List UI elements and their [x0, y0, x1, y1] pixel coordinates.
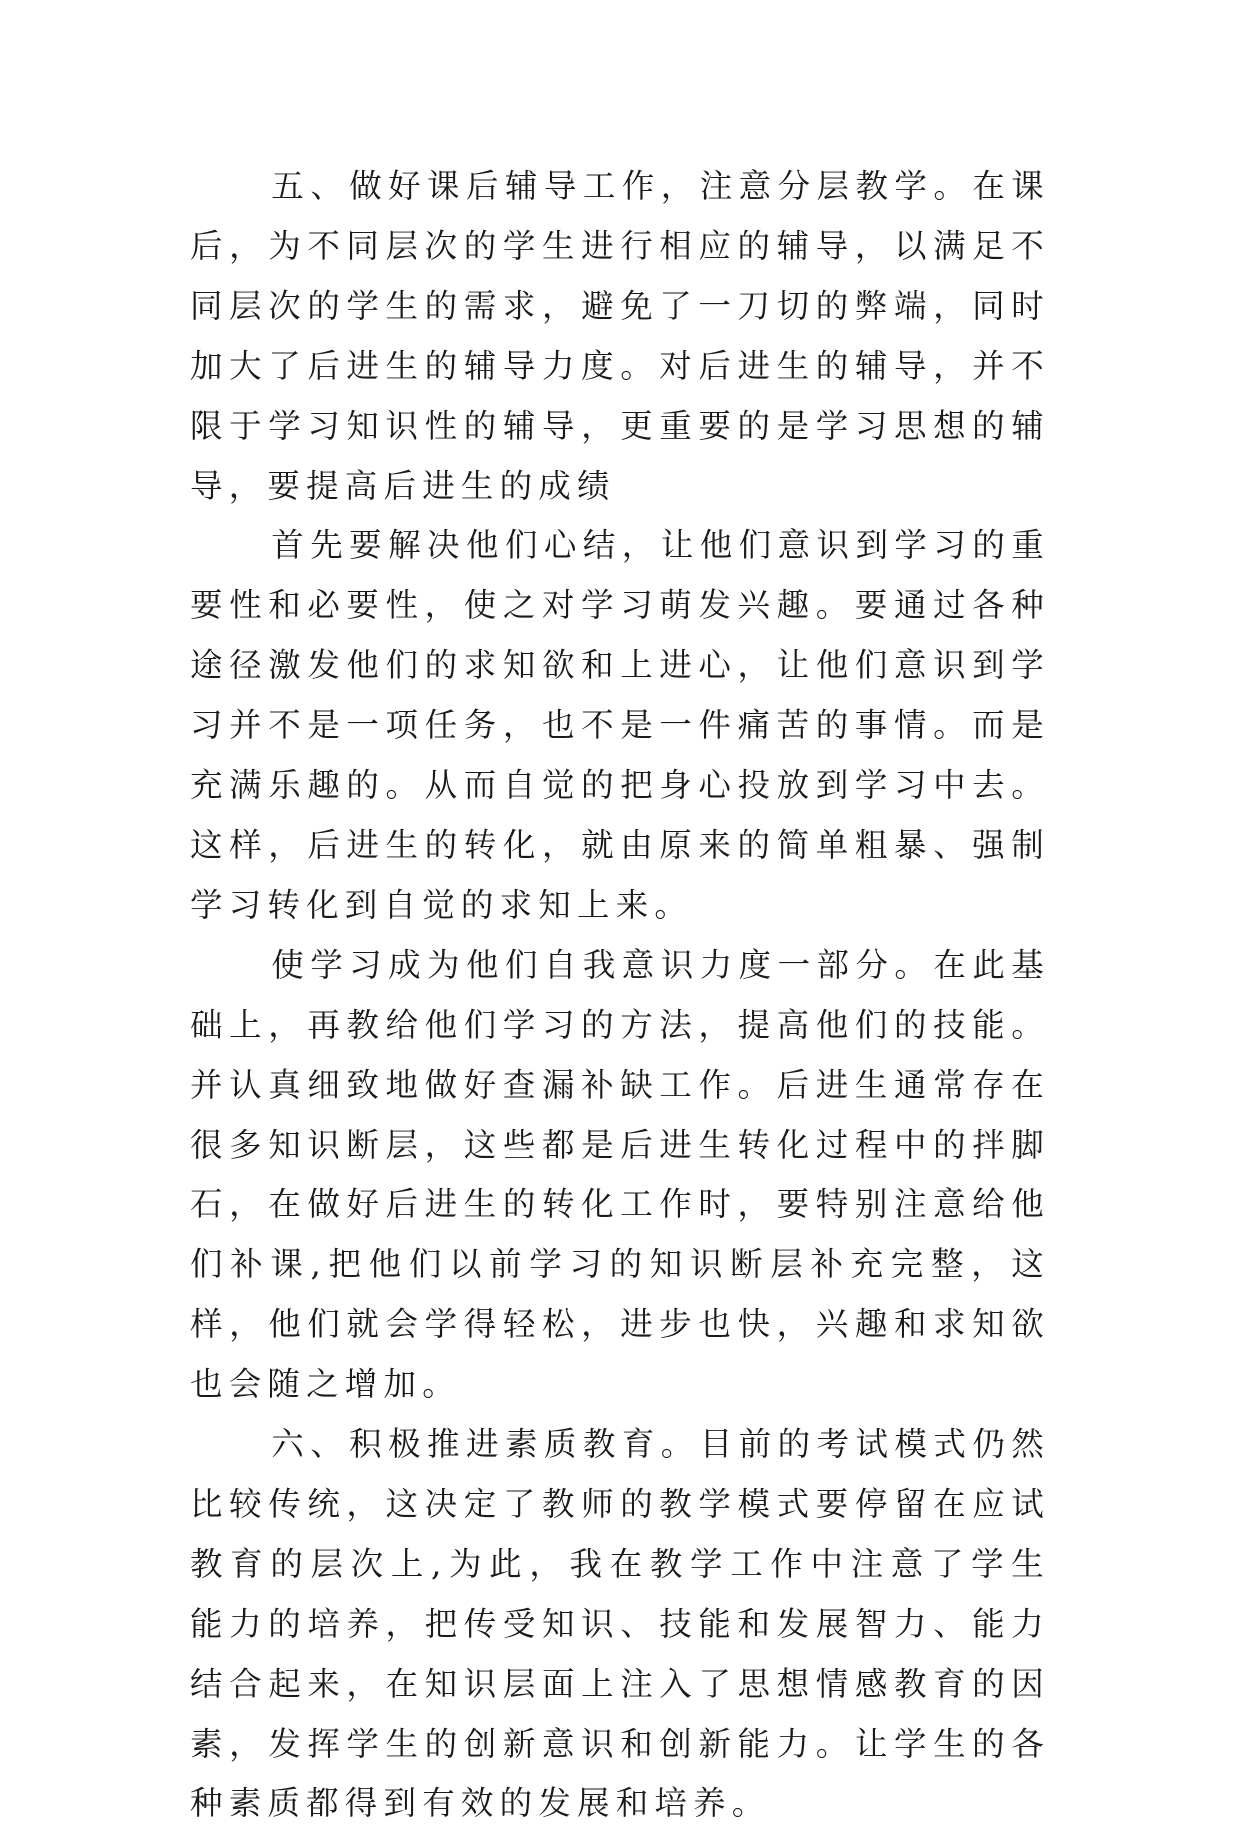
paragraph-quality-education: 六、积极推进素质教育。目前的考试模式仍然比较传统，这决定了教师的教学模式要停留在应试教育的层次上,为此，我在教学工作中注意了学生能力的培养，把传受知识、技能和发展智力、能力结合起来，在知识层面上注入了思想情感教育的因素，发挥学生的创新意识和创新能力。让学生的各种素质都得到有效的发展和培养。: [190, 1425, 1050, 1823]
paragraph-resolve-mindset: 首先要解决他们心结，让他们意识到学习的重要性和必要性，使之对学习萌发兴趣。要通过各种途径激发他们的求知欲和上进心，让他们意识到学习并不是一项任务，也不是一件痛苦的事情。而是充满乐趣的。从而自觉的把身心投放到学习中去。这样，后进生的转化，就由原来的简单粗暴、强制学习转化到自觉的求知上来。: [190, 526, 1050, 924]
document-body: [190, 157, 1050, 1834]
paragraph-after-class-tutoring: 五、做好课后辅导工作，注意分层教学。在课后，为不同层次的学生进行相应的辅导，以满足不同层次的学生的需求，避免了一刀切的弊端，同时加大了后进生的辅导力度。对后进生的辅导，并不限于学习知识性的辅导，更重要的是学习思想的辅导，要提高后进生的成绩: [190, 167, 1050, 505]
paragraph-learning-methods: 使学习成为他们自我意识力度一部分。在此基础上，再教给他们学习的方法，提高他们的技能。并认真细致地做好查漏补缺工作。后进生通常存在很多知识断层，这些都是后进生转化过程中的拌脚石，在做好后进生的转化工作时，要特别注意给他们补课,把他们以前学习的知识断层补充完整，这样，他们就会学得轻松，进步也快，兴趣和求知欲也会随之增加。: [190, 945, 1050, 1404]
